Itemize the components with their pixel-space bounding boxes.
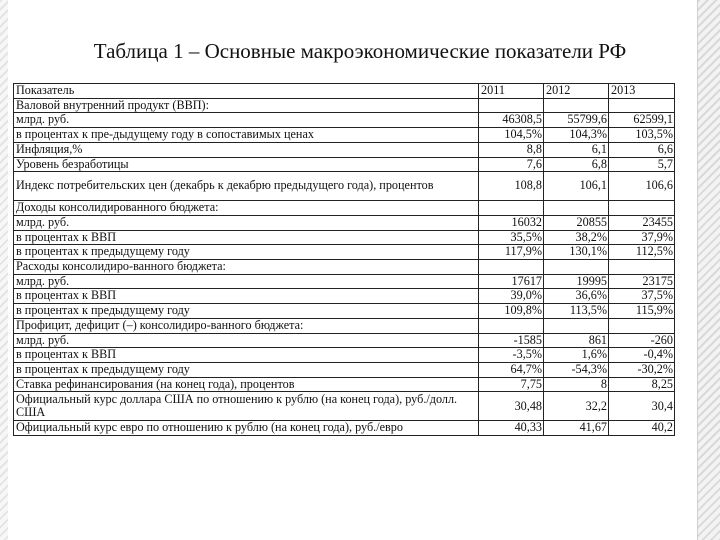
header-indicator: Показатель bbox=[14, 84, 479, 99]
table-row bbox=[14, 304, 675, 319]
row-value-2011: 46308,5 bbox=[479, 113, 544, 128]
row-label: Официальный курс евро по отношению к рублю (на конец года), руб./евро bbox=[14, 421, 479, 436]
row-value-2011: 109,8% bbox=[479, 304, 544, 319]
row-value-2012 bbox=[544, 98, 609, 113]
row-label: Профицит, дефицит (–) консолидиро-ванного бюджета: bbox=[14, 318, 479, 333]
row-label: Индекс потребительских цен (декабрь к декабрю предыдущего года), процентов bbox=[14, 172, 479, 201]
row-value-2011: 40,33 bbox=[479, 421, 544, 436]
table-row bbox=[14, 201, 675, 216]
table-header-row bbox=[14, 84, 675, 99]
row-value-2012: 861 bbox=[544, 333, 609, 348]
row-label: млрд. руб. bbox=[14, 113, 479, 128]
row-value-2013 bbox=[609, 98, 675, 113]
row-value-2011: 7,6 bbox=[479, 157, 544, 172]
row-value-2011: 17617 bbox=[479, 274, 544, 289]
row-value-2011: -1585 bbox=[479, 333, 544, 348]
row-value-2013: -260 bbox=[609, 333, 675, 348]
table-row bbox=[14, 113, 675, 128]
table-row bbox=[14, 318, 675, 333]
row-label: Расходы консолидиро-ванного бюджета: bbox=[14, 260, 479, 275]
table-row bbox=[14, 172, 675, 201]
row-value-2013: 5,7 bbox=[609, 157, 675, 172]
row-value-2011: -3,5% bbox=[479, 348, 544, 363]
header-year-2012: 2012 bbox=[544, 84, 609, 99]
table-row bbox=[14, 348, 675, 363]
row-value-2013: 8,25 bbox=[609, 377, 675, 392]
row-value-2011: 7,75 bbox=[479, 377, 544, 392]
row-value-2012: 130,1% bbox=[544, 245, 609, 260]
row-value-2013 bbox=[609, 201, 675, 216]
row-label: Уровень безработицы bbox=[14, 157, 479, 172]
table-row bbox=[14, 128, 675, 143]
row-label: млрд. руб. bbox=[14, 274, 479, 289]
row-value-2013: 62599,1 bbox=[609, 113, 675, 128]
row-value-2011 bbox=[479, 318, 544, 333]
table-row bbox=[14, 260, 675, 275]
row-value-2013: 37,9% bbox=[609, 230, 675, 245]
table-row bbox=[14, 362, 675, 377]
table-row bbox=[14, 245, 675, 260]
row-label: в процентах к ВВП bbox=[14, 289, 479, 304]
row-value-2013: 23455 bbox=[609, 215, 675, 230]
row-value-2012 bbox=[544, 318, 609, 333]
row-value-2012: 20855 bbox=[544, 215, 609, 230]
row-value-2013: 23175 bbox=[609, 274, 675, 289]
row-label: млрд. руб. bbox=[14, 215, 479, 230]
row-value-2012 bbox=[544, 260, 609, 275]
row-value-2011: 35,5% bbox=[479, 230, 544, 245]
row-value-2012: 113,5% bbox=[544, 304, 609, 319]
table-row bbox=[14, 421, 675, 436]
row-label: в процентах к предыдущему году bbox=[14, 245, 479, 260]
row-label: в процентах к пре-дыдущему году в сопоставимых ценах bbox=[14, 128, 479, 143]
table-row bbox=[14, 157, 675, 172]
row-label: Доходы консолидированного бюджета: bbox=[14, 201, 479, 216]
table-row bbox=[14, 392, 675, 421]
row-value-2011: 108,8 bbox=[479, 172, 544, 201]
row-value-2011: 30,48 bbox=[479, 392, 544, 421]
row-value-2012: 8 bbox=[544, 377, 609, 392]
row-value-2011 bbox=[479, 98, 544, 113]
row-label: в процентах к ВВП bbox=[14, 348, 479, 363]
row-value-2013 bbox=[609, 318, 675, 333]
table-row bbox=[14, 377, 675, 392]
row-value-2012: 1,6% bbox=[544, 348, 609, 363]
row-value-2011: 16032 bbox=[479, 215, 544, 230]
row-value-2012: 32,2 bbox=[544, 392, 609, 421]
table-title: Таблица 1 – Основные макроэкономические показатели РФ bbox=[93, 39, 627, 63]
header-year-2011: 2011 bbox=[479, 84, 544, 99]
row-value-2011: 8,8 bbox=[479, 142, 544, 157]
row-value-2013: 115,9% bbox=[609, 304, 675, 319]
row-value-2013: 112,5% bbox=[609, 245, 675, 260]
row-label: Валовой внутренний продукт (ВВП): bbox=[14, 98, 479, 113]
row-value-2012: 19995 bbox=[544, 274, 609, 289]
row-value-2013: 37,5% bbox=[609, 289, 675, 304]
row-value-2011: 104,5% bbox=[479, 128, 544, 143]
table-row bbox=[14, 215, 675, 230]
table-row bbox=[14, 230, 675, 245]
table-row bbox=[14, 289, 675, 304]
row-value-2013: 6,6 bbox=[609, 142, 675, 157]
row-value-2011: 64,7% bbox=[479, 362, 544, 377]
row-value-2012: 106,1 bbox=[544, 172, 609, 201]
row-value-2012 bbox=[544, 201, 609, 216]
row-label: в процентах к предыдущему году bbox=[14, 304, 479, 319]
row-label: Официальный курс доллара США по отношению к рублю (на конец года), руб./долл. США bbox=[14, 392, 479, 421]
row-value-2011 bbox=[479, 201, 544, 216]
row-value-2012: 41,67 bbox=[544, 421, 609, 436]
row-label: в процентах к предыдущему году bbox=[14, 362, 479, 377]
row-value-2013 bbox=[609, 260, 675, 275]
row-label: в процентах к ВВП bbox=[14, 230, 479, 245]
row-value-2013: 30,4 bbox=[609, 392, 675, 421]
row-value-2013: -30,2% bbox=[609, 362, 675, 377]
row-value-2012: 36,6% bbox=[544, 289, 609, 304]
row-value-2011: 39,0% bbox=[479, 289, 544, 304]
table-row bbox=[14, 274, 675, 289]
table-row bbox=[14, 333, 675, 348]
decorative-right-border bbox=[697, 0, 720, 540]
row-label: Инфляция,% bbox=[14, 142, 479, 157]
macro-indicators-table bbox=[13, 83, 675, 436]
table-row bbox=[14, 98, 675, 113]
row-value-2012: 104,3% bbox=[544, 128, 609, 143]
row-value-2011 bbox=[479, 260, 544, 275]
table-row bbox=[14, 142, 675, 157]
row-value-2013: 40,2 bbox=[609, 421, 675, 436]
decorative-left-border bbox=[0, 0, 8, 540]
row-value-2012: 55799,6 bbox=[544, 113, 609, 128]
row-value-2013: 106,6 bbox=[609, 172, 675, 201]
row-value-2012: 6,1 bbox=[544, 142, 609, 157]
row-value-2011: 117,9% bbox=[479, 245, 544, 260]
row-value-2013: -0,4% bbox=[609, 348, 675, 363]
row-label: млрд. руб. bbox=[14, 333, 479, 348]
row-value-2012: 38,2% bbox=[544, 230, 609, 245]
row-value-2012: 6,8 bbox=[544, 157, 609, 172]
row-label: Ставка рефинансирования (на конец года), процентов bbox=[14, 377, 479, 392]
row-value-2013: 103,5% bbox=[609, 128, 675, 143]
header-year-2013: 2013 bbox=[609, 84, 675, 99]
row-value-2012: -54,3% bbox=[544, 362, 609, 377]
